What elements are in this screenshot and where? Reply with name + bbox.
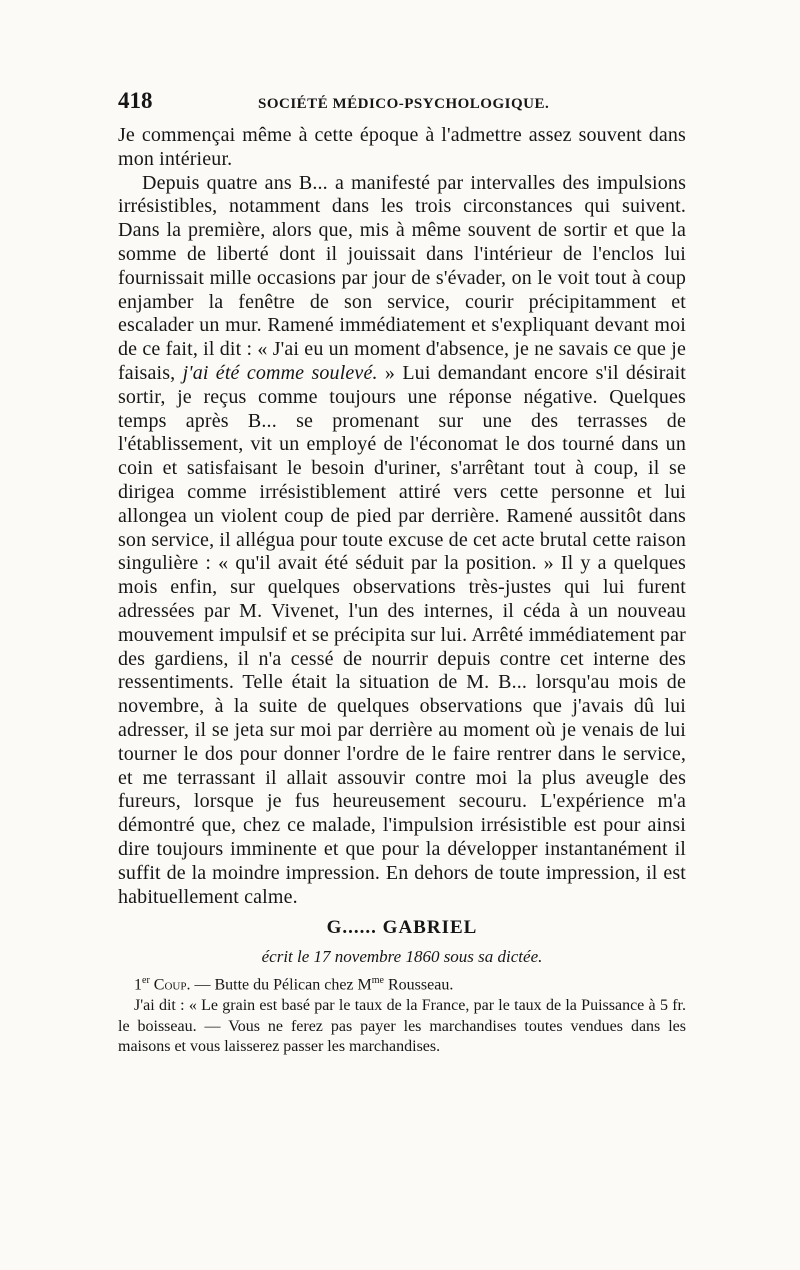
journal-title: SOCIÉTÉ MÉDICO-PSYCHOLOGIQUE.	[258, 96, 550, 112]
note-section	[118, 971, 686, 1057]
paragraph-2	[118, 172, 686, 910]
page-number: 418	[118, 88, 153, 113]
paragraph-2-quote: j'ai été comme soulevé.	[182, 361, 378, 384]
page	[118, 88, 686, 1058]
paragraph-2-text: Depuis quatre ans B... a manifesté par intervalles des impulsions irrésistibles, notamment dans les trois circonstances qui suivent. Dans la première, alors que, mis à même souvent de sortir et que la somme de liberté dont il jouissait dans l'intérieur de l'enclos lui fournissait mille occasions par jour de s'évader, on le voit tout à coup enjamber la fenêtre de son service, courir précipitamment et escalader un mur. Ramené immédiatement et s'expliquant devant moi de ce fait, il dit : « J'ai eu un moment d'absence, je ne savais ce que je faisais,	[118, 171, 686, 384]
body-text	[118, 124, 686, 909]
note-text-sup: me	[371, 975, 384, 987]
note-label-sup: er	[142, 975, 150, 987]
note-label-number: 1	[134, 976, 142, 994]
paragraph-1: Je commençai même à cette époque à l'admettre assez souvent dans mon intérieur.	[118, 124, 686, 170]
dateline: écrit le 17 novembre 1860 sous sa dictée.	[261, 947, 543, 967]
running-head	[118, 88, 686, 124]
note-text-b: Rousseau.	[383, 976, 454, 994]
note-label-word: Coup.	[149, 976, 191, 994]
note-heading	[118, 971, 686, 996]
note-paragraph: J'ai dit : « Le grain est basé par le taux de la France, par le taux de la Puissance à 5 fr. le boisseau. — Vous ne ferez pas payer les marchandises toutes vendues dans les maisons et vous laisserez passer les marchandises.	[118, 997, 686, 1056]
note-text-a: — Butte du Pélican chez M	[190, 976, 372, 994]
signature: G...... GABRIEL	[326, 917, 478, 939]
paragraph-2-quote-close: »	[377, 361, 396, 384]
paragraph-3-text: Lui demandant encore s'il désirait sortir, je reçus comme toujours une réponse négative. Quelques temps après B... se promenant sur une des terrasses de l'établissement, vit un employé de l'économat le dos tourné dans un coin et satisfaisant le besoin d'uriner, s'arrêtant tout à coup, il se dirigea comme irrésistiblement attiré vers cette personne et lui allongea un violent coup de pied par derrière. Ramené aussitôt dans son service, il allégua pour toute excuse de cet acte brutal cette raison singulière : « qu'il avait été séduit par la position. » Il y a quelques mois enfin, sur quelques observations très-justes qui lui furent adressées par M. Vivenet, l'un des internes, il céda à un nouveau mouvement impulsif et se précipita sur lui. Arrêté immédiatement par des gardiens, il n'a cessé de nourrir depuis contre cet interne des ressentiments. Telle était la situation de M. B... lorsqu'au mois de novembre, à la suite de quelques observations que j'avais dû lui adresser, il se jeta sur moi par derrière au moment où je venais de lui tourner le dos pour donner l'ordre de le faire rentrer dans le service, et me terrassant il allait assouvir contre moi la plus aveugle des fureurs, lorsque je fus heureusement secouru. L'expérience m'a démontré que, chez ce malade, l'impulsion irrésistible est pour ainsi dire toujours imminente et que pour la développer instantanément il suffit de la moindre impression. En dehors de toute impression, il est habituellement calme.	[118, 361, 687, 908]
